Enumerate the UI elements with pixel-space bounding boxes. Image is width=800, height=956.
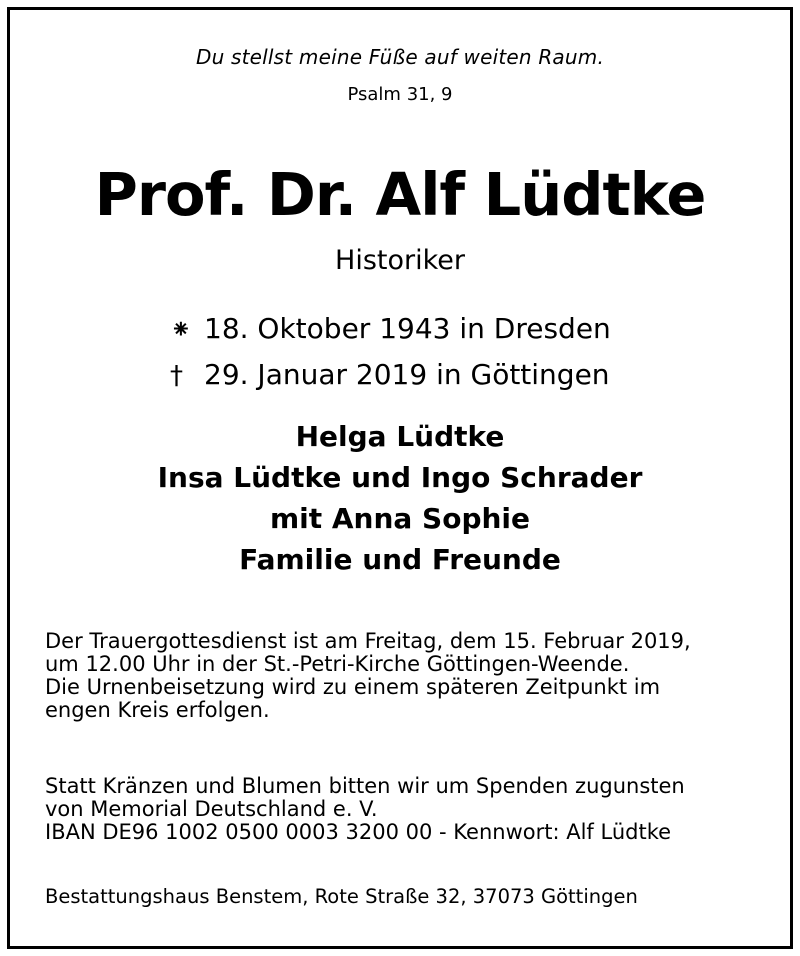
birth-star-icon: ⁕ [170,315,192,345]
death-cross-icon: † [170,361,183,391]
death-date-text: 29. Januar 2019 in Göttingen [204,358,610,391]
mourner-line: Insa Lüdtke und Ingo Schrader [157,461,643,494]
mourner-line: mit Anna Sophie [269,502,531,535]
mourner-line: Familie und Freunde [239,543,561,576]
service-line: engen Kreis erfolgen. [45,698,270,722]
donation-line: Statt Kränzen und Blumen bitten wir um Spenden zugunsten [45,774,685,798]
service-info [45,630,691,722]
donation-line: IBAN DE96 1002 0500 0003 3200 00 - Kennwort: Alf Lüdtke [45,820,672,844]
service-line: um 12.00 Uhr in der St.-Petri-Kirche Göttingen-Weende. [45,652,630,676]
birth-date-line [170,312,611,345]
deceased-name: Prof. Dr. Alf Lüdtke [94,160,706,229]
mourner-line: Helga Lüdtke [295,420,505,453]
death-date-line [170,358,610,391]
funeral-home: Bestattungshaus Benstem, Rote Straße 32, 37073 Göttingen [45,885,638,908]
verse-reference: Psalm 31, 9 [347,84,453,105]
bible-verse: Du stellst meine Füße auf weiten Raum. [195,45,605,69]
donation-info [45,775,685,844]
deceased-profession: Historiker [335,245,465,276]
birth-date-text: 18. Oktober 1943 in Dresden [204,312,611,345]
service-line: Die Urnenbeisetzung wird zu einem späteren Zeitpunkt im [45,675,661,699]
donation-line: von Memorial Deutschland e. V. [45,797,378,821]
service-line: Der Trauergottesdienst ist am Freitag, dem 15. Februar 2019, [45,629,691,653]
